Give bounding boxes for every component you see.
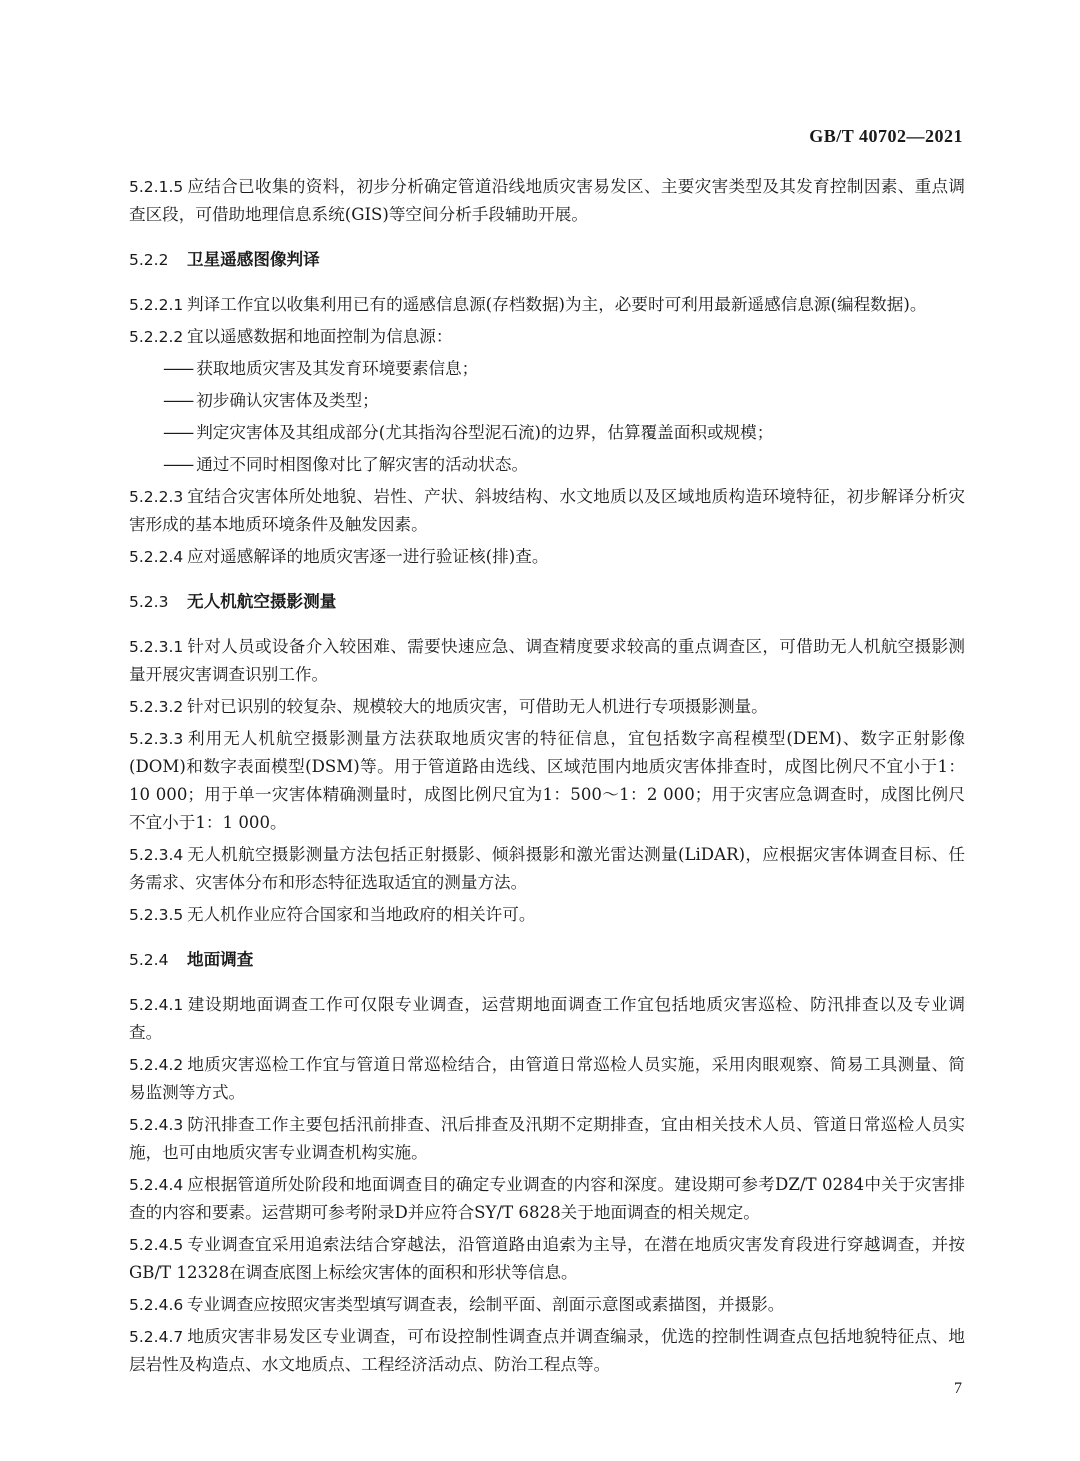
standard-id: GB/T 40702—2021: [809, 126, 963, 146]
clause-number: 5.2.3.3: [129, 730, 184, 748]
clause-paragraph: [129, 173, 965, 229]
clause-paragraph: [129, 323, 965, 351]
clause-number: 5.2.4.5: [129, 1236, 184, 1254]
clause-paragraph: [129, 725, 965, 837]
list-item-text: 初步确认灾害体及类型；: [196, 391, 379, 410]
clause-text: 应对遥感解译的地质灾害逐一进行验证核(排)查。: [187, 547, 549, 566]
clause-number: 5.2.4.6: [129, 1296, 184, 1314]
clause-paragraph: [129, 1111, 965, 1167]
list-dash: ——: [163, 455, 193, 474]
clause-number: 5.2.1.5: [129, 178, 184, 196]
clause-text: 专业调查应按照灾害类型填写调查表，绘制平面、剖面示意图或素描图，并摄影。: [187, 1295, 785, 1314]
clause-text: 利用无人机航空摄影测量方法获取地质灾害的特征信息，宜包括数字高程模型(DEM)、数字正射影像(DOM)和数字表面模型(DSM)等。用于管道路由选线、区域范围内地质灾害体排查时，成图比例尺不宜小于1：10 000；用于单一灾害体精确测量时，成图比例尺宜为1：500～1：2 000；用于灾害应急调查时，成图比例尺不宜小于1：1 000。: [129, 729, 965, 832]
clause-number: 5.2.2.1: [129, 296, 184, 314]
section-title: 卫星遥感图像判译: [187, 250, 320, 269]
clause-text: 地质灾害非易发区专业调查，可布设控制性调查点并调查编录，优选的控制性调查点包括地貌特征点、地层岩性及构造点、水文地质点、工程经济活动点、防治工程点等。: [129, 1327, 965, 1374]
clause-paragraph: [129, 1171, 965, 1227]
clause-number: 5.2.4.2: [129, 1056, 184, 1074]
section-number: 5.2.4: [129, 951, 169, 969]
clause-text: 无人机作业应符合国家和当地政府的相关许可。: [187, 905, 536, 924]
list-dash: ——: [163, 391, 193, 410]
list-item: [163, 451, 965, 479]
clause-paragraph: [129, 1323, 965, 1379]
section-heading: [129, 946, 965, 974]
clause-paragraph: [129, 1051, 965, 1107]
section-heading: [129, 588, 965, 616]
list-item-text: 通过不同时相图像对比了解灾害的活动状态。: [196, 455, 529, 474]
clause-text: 专业调查宜采用追索法结合穿越法，沿管道路由追索为主导，在潜在地质灾害发育段进行穿越调查，并按GB/T 12328在调查底图上标绘灾害体的面积和形状等信息。: [129, 1235, 965, 1282]
clause-paragraph: [129, 1231, 965, 1287]
clause-paragraph: [129, 693, 965, 721]
clause-number: 5.2.3.4: [129, 846, 184, 864]
section-number: 5.2.2: [129, 251, 169, 269]
list-dash: ——: [163, 359, 193, 378]
section-number: 5.2.3: [129, 593, 169, 611]
clause-text: 应结合已收集的资料，初步分析确定管道沿线地质灾害易发区、主要灾害类型及其发育控制因素、重点调查区段，可借助地理信息系统(GIS)等空间分析手段辅助开展。: [129, 177, 965, 224]
clause-paragraph: [129, 991, 965, 1047]
list-dash: ——: [163, 423, 193, 442]
clause-paragraph: [129, 633, 965, 689]
clause-number: 5.2.4.1: [129, 996, 184, 1014]
clause-paragraph: [129, 483, 965, 539]
list-item: [163, 355, 965, 383]
clause-paragraph: [129, 901, 965, 929]
clause-text: 宜结合灾害体所处地貌、岩性、产状、斜坡结构、水文地质以及区域地质构造环境特征，初步解译分析灾害形成的基本地质环境条件及触发因素。: [129, 487, 965, 534]
clause-paragraph: [129, 291, 965, 319]
clause-number: 5.2.3.2: [129, 698, 184, 716]
clause-number: 5.2.3.5: [129, 906, 184, 924]
clause-text: 无人机航空摄影测量方法包括正射摄影、倾斜摄影和激光雷达测量(LiDAR)，应根据灾害体调查目标、任务需求、灾害体分布和形态特征选取适宜的测量方法。: [129, 845, 965, 892]
clause-text: 建设期地面调查工作可仅限专业调查，运营期地面调查工作宜包括地质灾害巡检、防汛排查以及专业调查。: [129, 995, 965, 1042]
clause-text: 针对人员或设备介入较困难、需要快速应急、调查精度要求较高的重点调查区，可借助无人机航空摄影测量开展灾害调查识别工作。: [129, 637, 965, 684]
clause-number: 5.2.2.4: [129, 548, 184, 566]
clause-text: 应根据管道所处阶段和地面调查目的确定专业调查的内容和深度。建设期可参考DZ/T 0284中关于灾害排查的内容和要素。运营期可参考附录D并应符合SY/T 6828关于地面调查的相关规定。: [129, 1175, 965, 1222]
clause-number: 5.2.2.2: [129, 328, 184, 346]
document-body: [129, 173, 965, 1383]
clause-number: 5.2.4.4: [129, 1176, 184, 1194]
clause-number: 5.2.4.7: [129, 1328, 184, 1346]
section-heading: [129, 246, 965, 274]
clause-text: 判译工作宜以收集利用已有的遥感信息源(存档数据)为主，必要时可利用最新遥感信息源(编程数据)。: [187, 295, 927, 314]
section-title: 无人机航空摄影测量: [187, 592, 337, 611]
clause-number: 5.2.3.1: [129, 638, 184, 656]
clause-paragraph: [129, 841, 965, 897]
clause-text: 宜以遥感数据和地面控制为信息源：: [187, 327, 453, 346]
clause-text: 针对已识别的较复杂、规模较大的地质灾害，可借助无人机进行专项摄影测量。: [187, 697, 768, 716]
clause-number: 5.2.2.3: [129, 488, 184, 506]
clause-paragraph: [129, 543, 965, 571]
list-item: [163, 419, 965, 447]
list-item: [163, 387, 965, 415]
section-title: 地面调查: [187, 950, 254, 969]
clause-number: 5.2.4.3: [129, 1116, 184, 1134]
clause-text: 防汛排查工作主要包括汛前排查、汛后排查及汛期不定期排查，宜由相关技术人员、管道日常巡检人员实施，也可由地质灾害专业调查机构实施。: [129, 1115, 965, 1162]
list-item-text: 判定灾害体及其组成部分(尤其指沟谷型泥石流)的边界，估算覆盖面积或规模；: [196, 423, 774, 442]
page-number: 7: [954, 1380, 962, 1397]
clause-paragraph: [129, 1291, 965, 1319]
clause-text: 地质灾害巡检工作宜与管道日常巡检结合，由管道日常巡检人员实施，采用肉眼观察、简易工具测量、简易监测等方式。: [129, 1055, 965, 1102]
list-item-text: 获取地质灾害及其发育环境要素信息；: [196, 359, 479, 378]
